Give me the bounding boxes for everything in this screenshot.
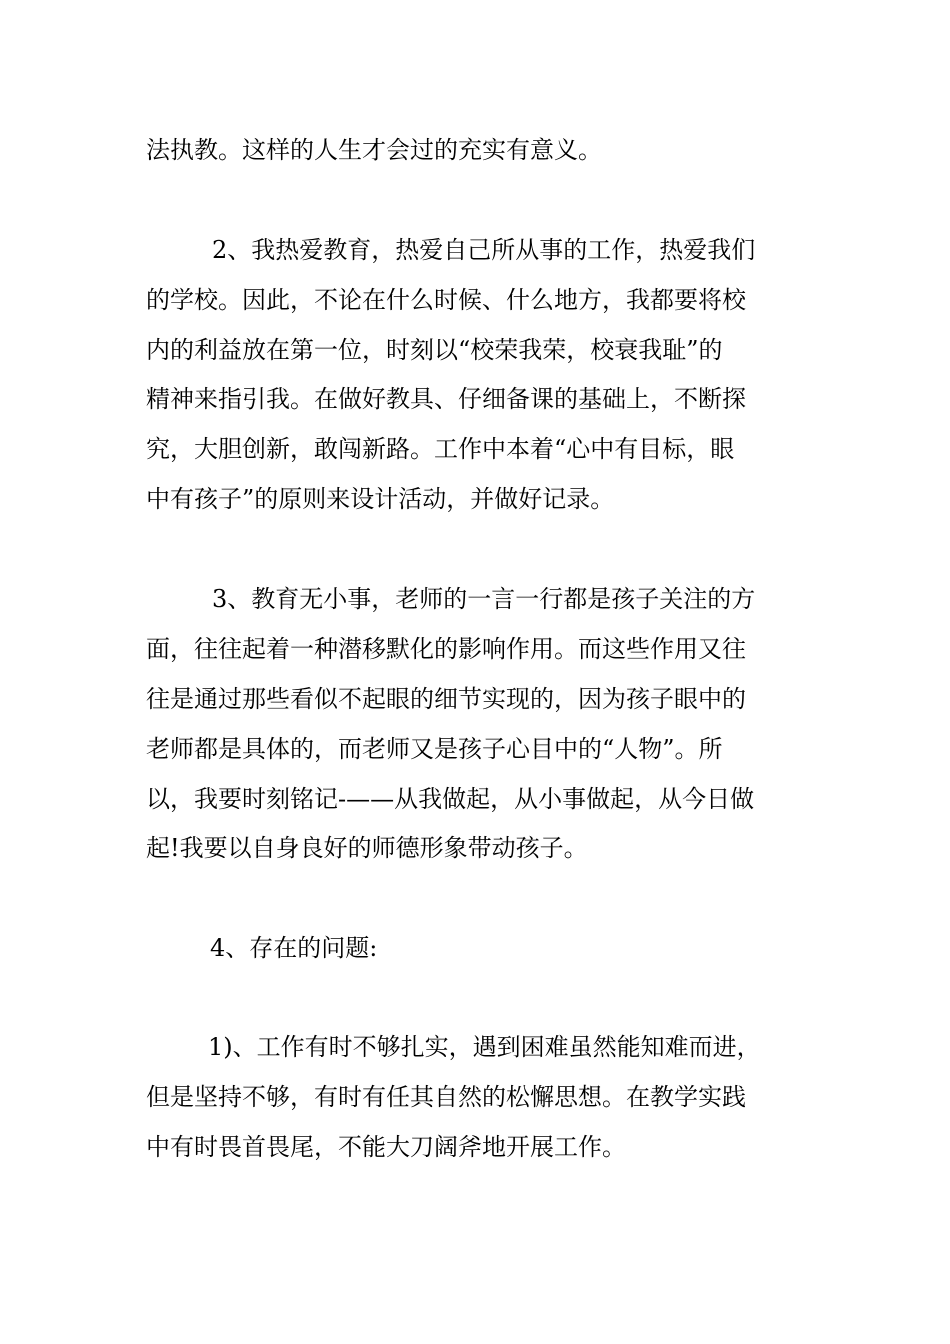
text-line: 1)、工作有时不够扎实，遇到困难虽然能知难而进，: [208, 1033, 761, 1061]
text-line: 究，大胆创新，敢闯新路。工作中本着“心中有目标，眼: [146, 435, 735, 463]
section-heading: 4、存在的问题:: [210, 934, 378, 962]
text-line: 2、我热爱教育，热爱自己所从事的工作，热爱我们: [212, 236, 756, 264]
text-line: 内的利益放在第一位，时刻以“校荣我荣，校衰我耻”的: [146, 336, 723, 364]
text-line: 老师都是具体的，而老师又是孩子心目中的“人物”。所: [146, 735, 723, 763]
text-line: 3、教育无小事，老师的一言一行都是孩子关注的方: [212, 585, 756, 613]
text-line: 往是通过那些看似不起眼的细节实现的，因为孩子眼中的: [146, 685, 746, 713]
text-line: 以，我要时刻铭记-——从我做起，从小事做起，从今日做: [146, 785, 755, 813]
text-line: 中有孩子”的原则来设计活动，并做好记录。: [146, 485, 615, 513]
text-line: 但是坚持不够，有时有任其自然的松懈思想。在教学实践: [146, 1083, 746, 1111]
text-line: 起!我要以自身良好的师德形象带动孩子。: [146, 834, 588, 862]
text-line: 面，往往起着一种潜移默化的影响作用。而这些作用又往: [146, 635, 746, 663]
text-line: 中有时畏首畏尾，不能大刀阔斧地开展工作。: [146, 1133, 626, 1161]
text-line: 的学校。因此，不论在什么时候、什么地方，我都要将校: [146, 286, 746, 314]
text-line: 法执教。这样的人生才会过的充实有意义。: [146, 136, 602, 164]
text-line: 精神来指引我。在做好教具、仔细备课的基础上，不断探: [146, 385, 746, 413]
